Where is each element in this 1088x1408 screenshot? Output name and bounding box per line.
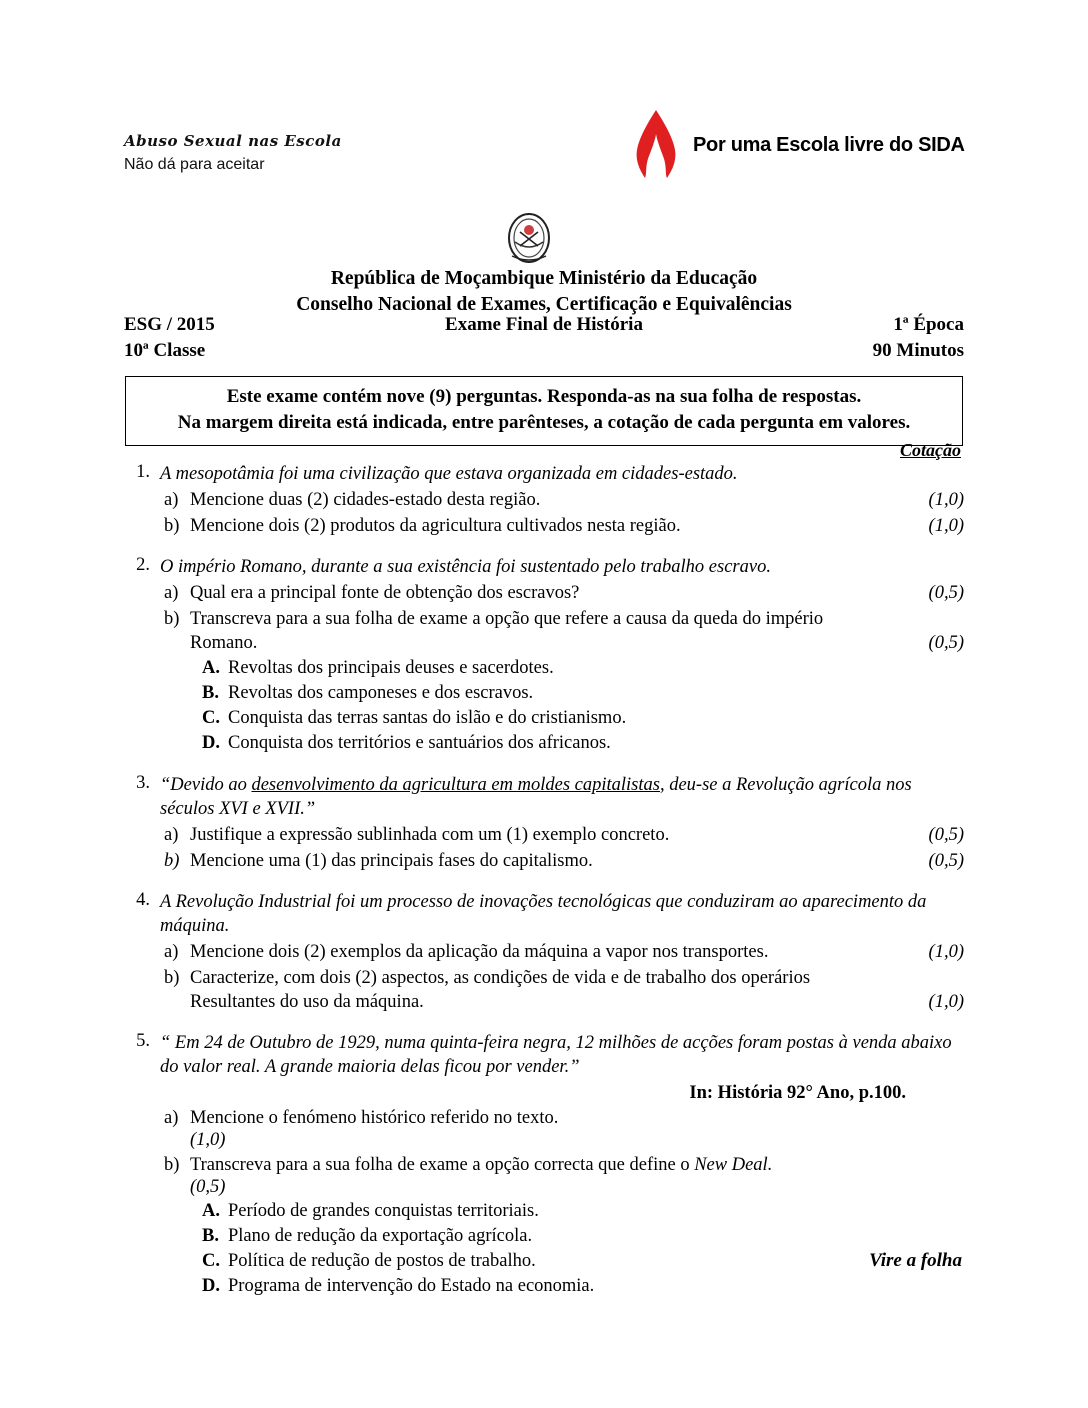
sida-banner: [625, 104, 965, 180]
sub-label: a): [164, 1108, 179, 1129]
continuation-text: Resultantes do uso da máquina.: [190, 991, 424, 1012]
continuation-score: (0,5): [928, 633, 964, 654]
question-number: 1.: [136, 462, 150, 482]
sub-text: Mencione dois (2) exemplos da aplicação da máquina a vapor nos transportes.: [190, 941, 769, 962]
continuation-text: Romano.: [190, 633, 258, 654]
option-text: Revoltas dos principais deuses e sacerdotes.: [228, 658, 554, 679]
question-2: [124, 555, 964, 755]
sub-text: Mencione dois (2) produtos da agricultura cultivados nesta região.: [190, 516, 681, 537]
note-line-1: Abuso Sexual nas Escola: [124, 132, 342, 150]
sub-label: a): [164, 941, 179, 962]
stem-prefix: “Devido ao: [160, 774, 252, 795]
sub-score: (1,0): [928, 490, 964, 511]
sub-question: [124, 1106, 964, 1130]
question-3: [124, 773, 964, 873]
sub-text: Mencione o fenómeno histórico referido no texto.: [190, 1108, 559, 1129]
sub-label: b): [164, 516, 180, 537]
cotacao-header-label: Cotação: [900, 440, 961, 460]
option-item: [124, 681, 964, 705]
header-line-2: Conselho Nacional de Exames, Certificação e Equivalências: [296, 294, 792, 316]
option-text: Conquista dos territórios e santuários dos africanos.: [228, 733, 611, 754]
option-label: A.: [202, 1201, 220, 1222]
questions-list: [124, 462, 964, 1315]
exam-meta: [124, 312, 964, 363]
quote-source: In: História 92° Ano, p.100.: [689, 1083, 906, 1104]
meta-exam-title: Exame Final de História: [445, 314, 643, 335]
sub-question-continuation: [124, 631, 964, 655]
question-stem: O império Romano, durante a sua existência foi sustentado pelo trabalho escravo.: [160, 557, 771, 578]
sub-question: [124, 1153, 964, 1177]
sub-label: b): [164, 850, 180, 871]
sub-text: Mencione uma (1) das principais fases do capitalismo.: [190, 850, 593, 871]
option-label: C.: [202, 708, 220, 729]
meta-epoch: 1ª Época: [893, 314, 964, 335]
sub-text-italic: New Deal.: [694, 1155, 773, 1176]
meta-class: 10ª Classe: [124, 339, 206, 361]
instructions-box: [125, 376, 963, 446]
sub-text: Qual era a principal fonte de obtenção dos escravos?: [190, 583, 580, 604]
sub-label: a): [164, 824, 179, 845]
option-label: B.: [202, 683, 219, 704]
question-1: [124, 462, 964, 538]
sub-score: (0,5): [928, 824, 964, 845]
option-item: [124, 1199, 964, 1223]
option-label: C.: [202, 1251, 220, 1272]
sub-text: Caracterize, com dois (2) aspectos, as condições de vida e de trabalho dos operários: [190, 967, 811, 988]
question-5: [124, 1031, 964, 1298]
sub-question: [124, 940, 964, 964]
sub-question-continuation: [124, 990, 964, 1014]
sub-score: (1,0): [190, 1130, 226, 1151]
turn-page-note: Vire a folha: [869, 1250, 962, 1271]
sub-text: Transcreva para a sua folha de exame a opção que refere a causa da queda do império: [190, 609, 824, 630]
instructions-line-1: Este exame contém nove (9) perguntas. Responda-as na sua folha de respostas.: [226, 386, 862, 407]
sub-text: [190, 1153, 904, 1177]
question-quote: “ Em 24 de Outubro de 1929, numa quinta-feira negra, 12 milhões de acções foram postas à venda abaixo do valor real. A grande maioria delas ficou por vender.”: [160, 1032, 952, 1077]
sub-question: [124, 607, 964, 631]
sub-text: Justifique a expressão sublinhada com um (1) exemplo concreto.: [190, 824, 670, 845]
continuation-score: (1,0): [928, 991, 964, 1012]
instructions-line-2: Na margem direita está indicada, entre parênteses, a cotação de cada pergunta em valores.: [177, 412, 911, 434]
sub-score: (0,5): [190, 1177, 226, 1198]
question-number: 4.: [136, 889, 150, 910]
sub-label: b): [164, 1155, 180, 1176]
aids-ribbon-icon: [625, 104, 687, 180]
option-text: Revoltas dos camponeses e dos escravos.: [228, 683, 534, 704]
option-item: [124, 1224, 964, 1248]
option-text: Plano de redução da exportação agrícola.: [228, 1226, 533, 1247]
meta-spacer: [324, 338, 764, 364]
sub-text: Mencione duas (2) cidades-estado desta região.: [190, 490, 541, 511]
option-text: Programa de intervenção do Estado na economia.: [228, 1276, 595, 1297]
question-number: 2.: [136, 555, 150, 576]
question-number: 3.: [136, 772, 150, 793]
question-stem: A mesopotâmia foi uma civilização que estava organizada em cidades-estado.: [160, 464, 738, 484]
sub-score: (1,0): [928, 941, 964, 962]
option-label: D.: [202, 1276, 220, 1297]
sida-banner-text: Por uma Escola livre do SIDA: [693, 133, 965, 156]
question-stem: A Revolução Industrial foi um processo de inovações tecnológicas que conduziram ao aparecimento da máquina.: [160, 891, 927, 936]
option-item: [124, 1274, 964, 1298]
question-number: 5.: [136, 1030, 150, 1051]
option-text: Conquista das terras santas do islão e do cristianismo.: [228, 708, 627, 729]
option-label: B.: [202, 1226, 219, 1247]
sub-question: [124, 488, 964, 512]
sub-label: a): [164, 490, 179, 511]
sub-question: [124, 849, 964, 873]
meta-duration: 90 Minutos: [872, 339, 964, 361]
handwritten-note: [124, 132, 544, 174]
sub-question: [124, 823, 964, 847]
sub-score: (0,5): [928, 583, 964, 604]
sub-score: (0,5): [928, 850, 964, 871]
meta-row-1: [124, 312, 964, 338]
stem-suffix: , deu-se a Revolução agrícola nos séculos XVI e XVII.”: [160, 774, 912, 819]
option-item: [124, 656, 964, 680]
header-line-1: República de Moçambique Ministério da Educação: [330, 268, 758, 289]
option-label: A.: [202, 658, 220, 679]
sub-text-prefix: Transcreva para a sua folha de exame a opção correcta que define o: [190, 1155, 695, 1176]
mozambique-coat-of-arms-icon: [506, 212, 552, 264]
question-4: [124, 890, 964, 1014]
option-item: [124, 706, 964, 730]
meta-course-year: ESG / 2015: [124, 314, 215, 335]
sub-question: [124, 514, 964, 538]
question-stem: [160, 773, 964, 821]
meta-row-2: [124, 338, 964, 364]
option-text: Política de redução de postos de trabalho.: [228, 1251, 536, 1272]
option-label: D.: [202, 733, 220, 754]
sub-label: b): [164, 609, 180, 630]
sub-label: a): [164, 583, 179, 604]
sub-label: b): [164, 967, 180, 988]
note-line-2: Não dá para aceitar: [124, 156, 265, 173]
document-header: [0, 266, 1088, 319]
sub-question: [124, 581, 964, 605]
sub-score: (1,0): [928, 516, 964, 537]
option-item: [124, 1249, 964, 1273]
sub-question: [124, 966, 964, 990]
stem-underlined: desenvolvimento da agricultura em moldes capitalistas: [251, 774, 660, 795]
option-item: [124, 731, 964, 755]
option-text: Período de grandes conquistas territoriais.: [228, 1201, 539, 1222]
